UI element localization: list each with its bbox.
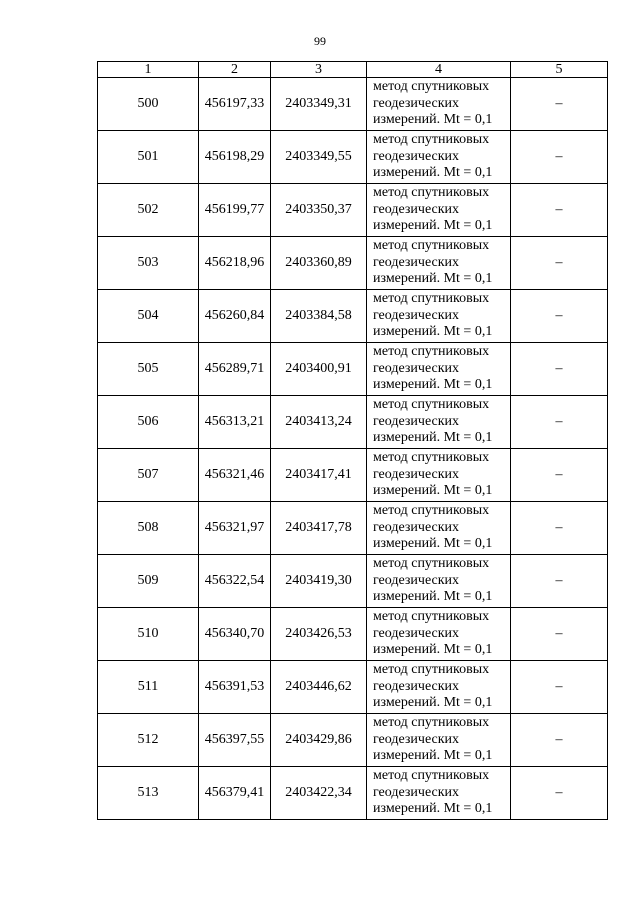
- method-text-line: измерений. Mt = 0,1: [373, 377, 493, 393]
- x-coordinate-cell: 456198,29: [199, 131, 271, 184]
- method-cell: [367, 237, 511, 290]
- method-text-line: метод спутниковых: [373, 344, 490, 360]
- method-text-line: метод спутниковых: [373, 715, 490, 731]
- method-text-line: метод спутниковых: [373, 132, 490, 148]
- y-coordinate-cell: 2403384,58: [271, 290, 367, 343]
- x-coordinate-cell: 456379,41: [199, 767, 271, 820]
- y-coordinate-cell: 2403350,37: [271, 184, 367, 237]
- method-text-line: метод спутниковых: [373, 662, 490, 678]
- point-number-cell: 509: [98, 555, 199, 608]
- column-5-cell: –: [511, 78, 608, 131]
- method-text-line: измерений. Mt = 0,1: [373, 801, 493, 817]
- y-coordinate-cell: 2403446,62: [271, 661, 367, 714]
- y-coordinate-cell: 2403360,89: [271, 237, 367, 290]
- column-5-cell: –: [511, 555, 608, 608]
- column-5-cell: –: [511, 502, 608, 555]
- method-text-line: измерений. Mt = 0,1: [373, 324, 493, 340]
- method-text-line: измерений. Mt = 0,1: [373, 165, 493, 181]
- method-text-line: метод спутниковых: [373, 768, 490, 784]
- method-text-line: измерений. Mt = 0,1: [373, 589, 493, 605]
- point-number-cell: 505: [98, 343, 199, 396]
- point-number-cell: 504: [98, 290, 199, 343]
- table-row: [98, 449, 608, 502]
- method-text-line: измерений. Mt = 0,1: [373, 218, 493, 234]
- table-row: [98, 290, 608, 343]
- method-cell: [367, 343, 511, 396]
- y-coordinate-cell: 2403419,30: [271, 555, 367, 608]
- method-cell: [367, 661, 511, 714]
- table-row: [98, 131, 608, 184]
- method-text-line: геодезических: [373, 678, 460, 694]
- point-number-cell: 500: [98, 78, 199, 131]
- method-text-line: геодезических: [373, 519, 460, 535]
- page-number: 99: [314, 34, 326, 48]
- y-coordinate-cell: 2403349,55: [271, 131, 367, 184]
- column-5-cell: –: [511, 131, 608, 184]
- coordinates-table: [97, 61, 608, 820]
- point-number-cell: 513: [98, 767, 199, 820]
- column-5-cell: –: [511, 184, 608, 237]
- point-number-cell: 503: [98, 237, 199, 290]
- method-text-line: метод спутниковых: [373, 503, 490, 519]
- column-5-cell: –: [511, 290, 608, 343]
- method-text-line: геодезических: [373, 307, 460, 323]
- x-coordinate-cell: 456321,46: [199, 449, 271, 502]
- x-coordinate-cell: 456397,55: [199, 714, 271, 767]
- table-row: [98, 661, 608, 714]
- method-text-line: измерений. Mt = 0,1: [373, 536, 493, 552]
- point-number-cell: 511: [98, 661, 199, 714]
- x-coordinate-cell: 456321,97: [199, 502, 271, 555]
- point-number-cell: 502: [98, 184, 199, 237]
- method-text-line: измерений. Mt = 0,1: [373, 112, 493, 128]
- column-5-cell: –: [511, 767, 608, 820]
- column-5-cell: –: [511, 661, 608, 714]
- column-5-cell: –: [511, 396, 608, 449]
- table-row: [98, 237, 608, 290]
- method-cell: [367, 608, 511, 661]
- y-coordinate-cell: 2403417,78: [271, 502, 367, 555]
- x-coordinate-cell: 456260,84: [199, 290, 271, 343]
- method-text-line: метод спутниковых: [373, 79, 490, 95]
- column-header-1: 1: [98, 62, 199, 78]
- table-row: [98, 184, 608, 237]
- column-5-cell: –: [511, 449, 608, 502]
- method-text-line: геодезических: [373, 360, 460, 376]
- table-row: [98, 396, 608, 449]
- table-row: [98, 555, 608, 608]
- method-cell: [367, 396, 511, 449]
- point-number-cell: 506: [98, 396, 199, 449]
- method-text-line: метод спутниковых: [373, 238, 490, 254]
- table-row: [98, 608, 608, 661]
- method-text-line: геодезических: [373, 784, 460, 800]
- column-5-cell: –: [511, 714, 608, 767]
- method-text-line: метод спутниковых: [373, 185, 490, 201]
- method-cell: [367, 555, 511, 608]
- method-text-line: измерений. Mt = 0,1: [373, 695, 493, 711]
- y-coordinate-cell: 2403426,53: [271, 608, 367, 661]
- method-text-line: метод спутниковых: [373, 609, 490, 625]
- method-text-line: метод спутниковых: [373, 397, 490, 413]
- x-coordinate-cell: 456289,71: [199, 343, 271, 396]
- x-coordinate-cell: 456218,96: [199, 237, 271, 290]
- x-coordinate-cell: 456322,54: [199, 555, 271, 608]
- method-text-line: геодезических: [373, 466, 460, 482]
- method-cell: [367, 449, 511, 502]
- method-cell: [367, 767, 511, 820]
- method-text-line: геодезических: [373, 148, 460, 164]
- table-row: [98, 343, 608, 396]
- column-5-cell: –: [511, 608, 608, 661]
- method-text-line: измерений. Mt = 0,1: [373, 483, 493, 499]
- method-text-line: геодезических: [373, 731, 460, 747]
- y-coordinate-cell: 2403400,91: [271, 343, 367, 396]
- point-number-cell: 501: [98, 131, 199, 184]
- table-row: [98, 78, 608, 131]
- column-header-3: 3: [271, 62, 367, 78]
- method-text-line: геодезических: [373, 95, 460, 111]
- method-text-line: геодезических: [373, 254, 460, 270]
- method-text-line: измерений. Mt = 0,1: [373, 430, 493, 446]
- method-text-line: метод спутниковых: [373, 556, 490, 572]
- method-text-line: геодезических: [373, 572, 460, 588]
- y-coordinate-cell: 2403422,34: [271, 767, 367, 820]
- method-text-line: геодезических: [373, 413, 460, 429]
- method-cell: [367, 502, 511, 555]
- point-number-cell: 507: [98, 449, 199, 502]
- y-coordinate-cell: 2403413,24: [271, 396, 367, 449]
- column-header-4: 4: [367, 62, 511, 78]
- y-coordinate-cell: 2403349,31: [271, 78, 367, 131]
- table-row: [98, 714, 608, 767]
- column-header-5: 5: [511, 62, 608, 78]
- method-cell: [367, 714, 511, 767]
- method-text-line: метод спутниковых: [373, 291, 490, 307]
- table-header-row: [98, 62, 608, 78]
- table-row: [98, 767, 608, 820]
- method-text-line: геодезических: [373, 625, 460, 641]
- column-header-2: 2: [199, 62, 271, 78]
- x-coordinate-cell: 456197,33: [199, 78, 271, 131]
- point-number-cell: 512: [98, 714, 199, 767]
- method-text-line: измерений. Mt = 0,1: [373, 748, 493, 764]
- method-text-line: метод спутниковых: [373, 450, 490, 466]
- y-coordinate-cell: 2403417,41: [271, 449, 367, 502]
- x-coordinate-cell: 456313,21: [199, 396, 271, 449]
- method-cell: [367, 290, 511, 343]
- method-text-line: геодезических: [373, 201, 460, 217]
- y-coordinate-cell: 2403429,86: [271, 714, 367, 767]
- table-body: [98, 78, 608, 820]
- point-number-cell: 510: [98, 608, 199, 661]
- x-coordinate-cell: 456340,70: [199, 608, 271, 661]
- method-text-line: измерений. Mt = 0,1: [373, 642, 493, 658]
- column-5-cell: –: [511, 237, 608, 290]
- point-number-cell: 508: [98, 502, 199, 555]
- x-coordinate-cell: 456391,53: [199, 661, 271, 714]
- method-cell: [367, 131, 511, 184]
- method-cell: [367, 78, 511, 131]
- column-5-cell: –: [511, 343, 608, 396]
- table-row: [98, 502, 608, 555]
- x-coordinate-cell: 456199,77: [199, 184, 271, 237]
- method-cell: [367, 184, 511, 237]
- method-text-line: измерений. Mt = 0,1: [373, 271, 493, 287]
